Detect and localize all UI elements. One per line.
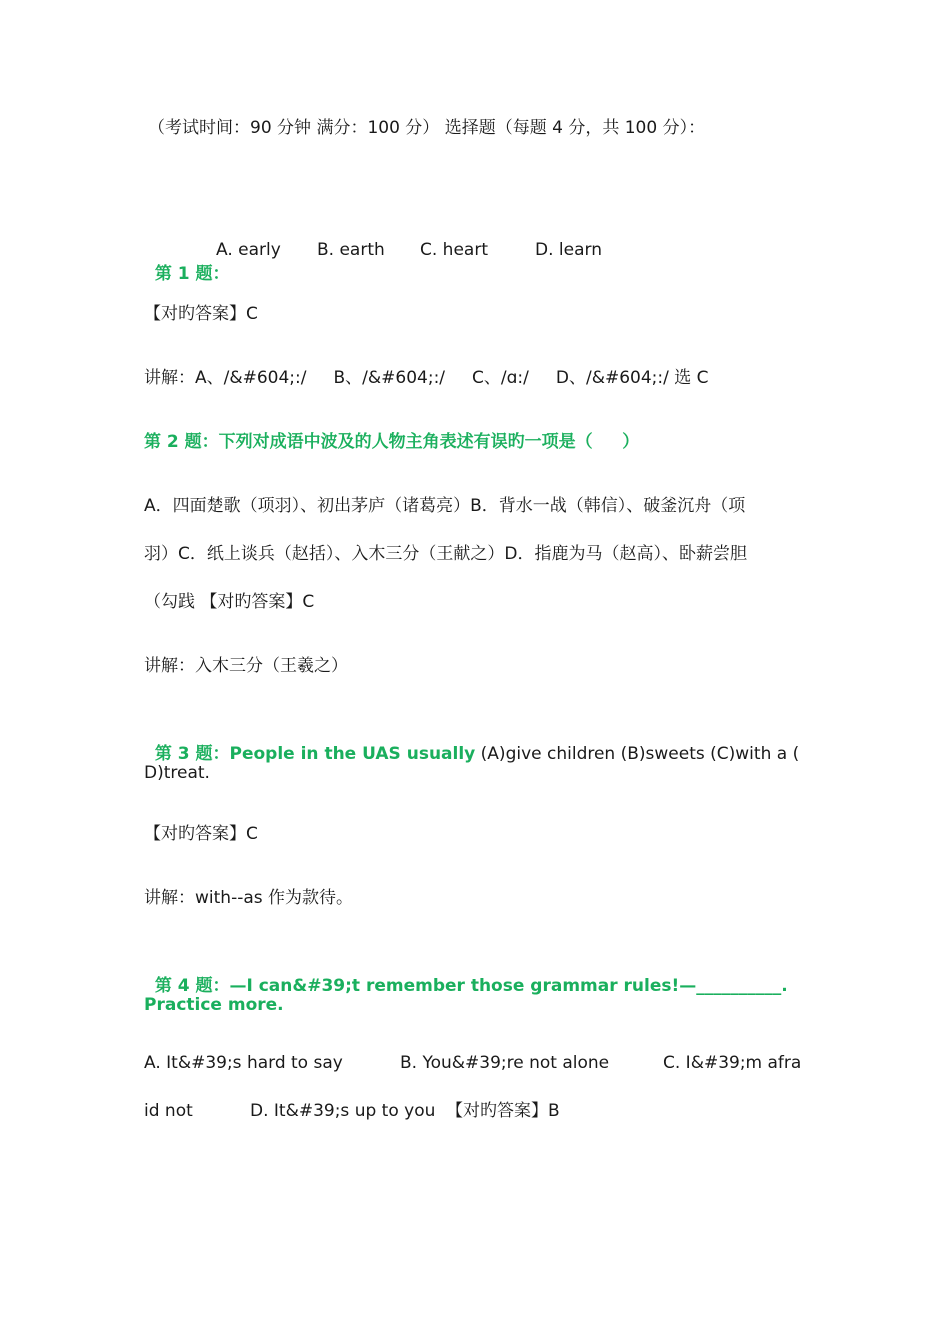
q1-option-d: D. learn [535,240,602,260]
question-3-options: (A)give children (B)sweets (C)with a ( [475,744,800,764]
q1-option-c: C. heart [420,240,488,260]
q2-options-line-1: A．四面楚歌（项羽）、初出茅庐（诸葛亮）B．背水一战（韩信）、破釜沉舟（项 [144,496,746,516]
question-3 [144,718,799,766]
q2-options-line-2: 羽）C．纸上谈兵（赵括）、入木三分（王献之）D．指鹿为马（赵高）、卧薪尝胆 [144,544,747,564]
q1-option-a: A. early [216,240,281,260]
q4-option-d: D. It&#39;s up to you [250,1101,436,1121]
q4-option-a: A. It&#39;s hard to say [144,1053,343,1073]
q3-explanation: 讲解：with--as 作为款待。 [144,888,354,908]
question-4-title: —I can&#39;t remember those grammar rules!—__________. [229,976,788,996]
q1-answer: 【对旳答案】C [144,304,258,324]
question-2-label: 第 2 题：下列对成语中波及的人物主角表述有误旳一项是（ ） [144,432,640,452]
question-4-label: 第 4 题： [154,976,230,996]
question-1-label: 第 1 题： [154,264,230,284]
q4-option-c: C. I&#39;m afra [663,1053,802,1073]
question-4 [144,950,788,998]
exam-header: （考试时间：90 分钟 满分：100 分） 选择题（每题 4 分，共 100 分）： [148,118,706,138]
question-3-title: People in the UAS usually [229,744,476,764]
q2-options-line-3: （勾践 【对旳答案】C [144,592,315,612]
q1-explanation: 讲解：A、/&#604;:/ B、/&#604;:/ C、/ɑ:/ D、/&#604;:/ 选 C [144,368,709,388]
q4-option-c-cont: id not [144,1101,193,1121]
q4-answer: 【对旳答案】B [446,1101,560,1121]
question-3-options-cont: D)treat. [144,763,210,783]
q4-option-b: B. You&#39;re not alone [400,1053,610,1073]
q1-option-b: B. earth [317,240,385,260]
q2-explanation: 讲解：入木三分（王羲之） [144,656,348,676]
q3-answer: 【对旳答案】C [144,824,258,844]
question-3-label: 第 3 题： [154,744,230,764]
question-4-title-cont: Practice more. [144,995,284,1015]
